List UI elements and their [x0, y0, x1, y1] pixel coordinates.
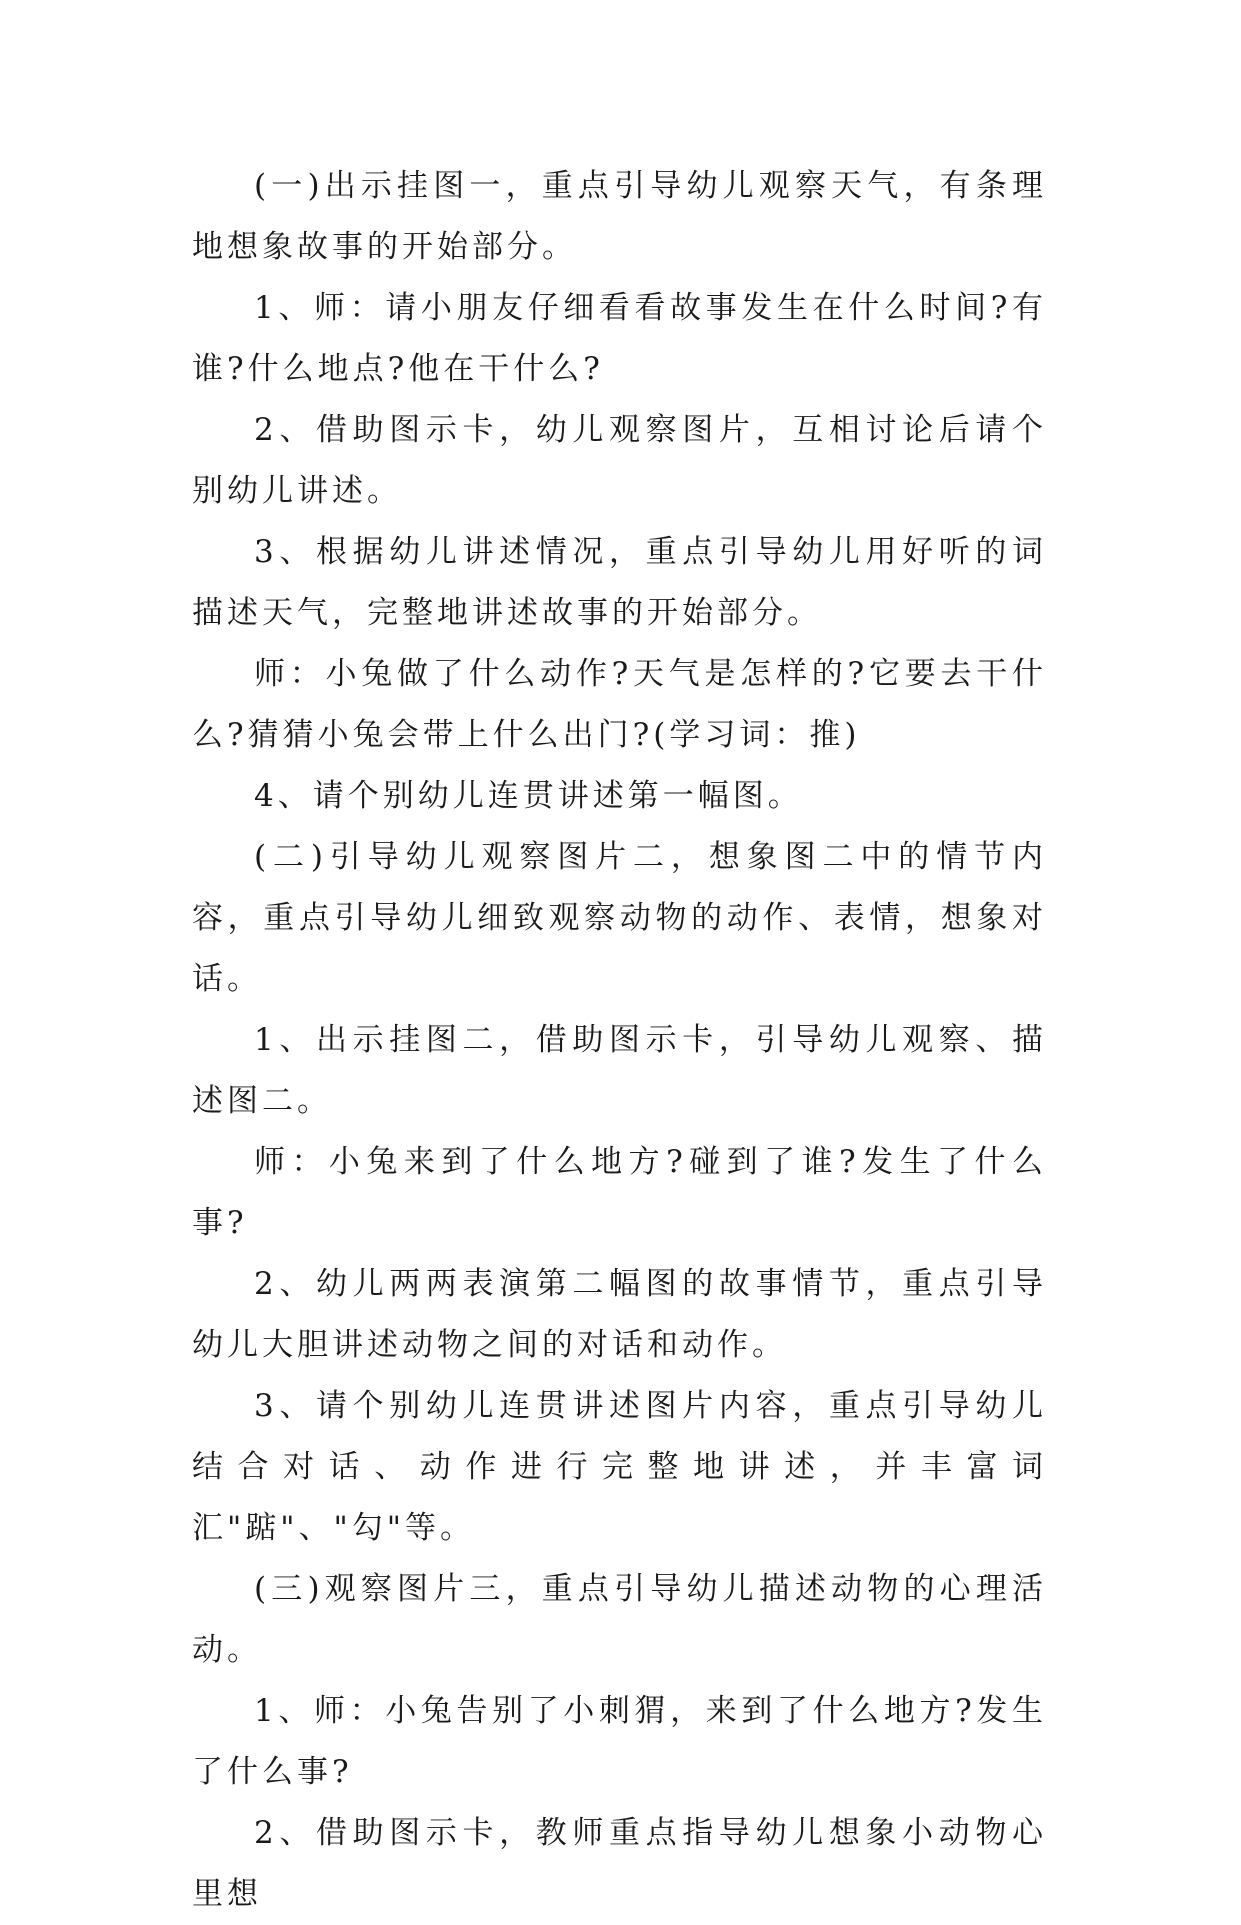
paragraph-step-3-2: 2、借助图示卡，教师重点指导幼儿想象小动物心里想: [192, 1815, 1047, 1912]
paragraph-step-1-2: 2、借助图示卡，幼儿观察图片，互相讨论后请个别幼儿讲述。: [192, 412, 1047, 509]
paragraph-section-3-heading: (三)观察图片三，重点引导幼儿描述动物的心理活动。: [192, 1571, 1047, 1668]
paragraph-step-2-2: 2、幼儿两两表演第二幅图的故事情节，重点引导幼儿大胆讲述动物之间的对话和动作。: [192, 1266, 1047, 1363]
paragraph-step-2-1: 1、出示挂图二，借助图示卡，引导幼儿观察、描述图二。: [192, 1022, 1047, 1119]
paragraph-step-1-1: 1、师：请小朋友仔细看看故事发生在什么时间?有谁?什么地点?他在干什么?: [192, 290, 1047, 387]
paragraph-step-2-3: 3、请个别幼儿连贯讲述图片内容，重点引导幼儿结合对话、动作进行完整地讲述，并丰富词汇"踮"、"勾"等。: [192, 1388, 1047, 1546]
paragraph-step-1-4: 4、请个别幼儿连贯讲述第一幅图。: [254, 778, 803, 814]
paragraph-teacher-question-2: 师：小兔来到了什么地方?碰到了谁?发生了什么事?: [192, 1144, 1047, 1241]
paragraph-section-1-heading: (一)出示挂图一，重点引导幼儿观察天气，有条理地想象故事的开始部分。: [192, 168, 1047, 265]
paragraph-step-1-3: 3、根据幼儿讲述情况，重点引导幼儿用好听的词描述天气，完整地讲述故事的开始部分。: [192, 534, 1047, 631]
document-body: [192, 156, 1047, 1925]
paragraph-section-2-heading: (二)引导幼儿观察图片二，想象图二中的情节内容，重点引导幼儿细致观察动物的动作、表情，想象对话。: [192, 839, 1047, 997]
paragraph-step-3-1: 1、师：小兔告别了小刺猬，来到了什么地方?发生了什么事?: [192, 1693, 1047, 1790]
paragraph-teacher-question-1: 师：小兔做了什么动作?天气是怎样的?它要去干什么?猜猜小兔会带上什么出门?(学习词：推): [192, 656, 1047, 753]
